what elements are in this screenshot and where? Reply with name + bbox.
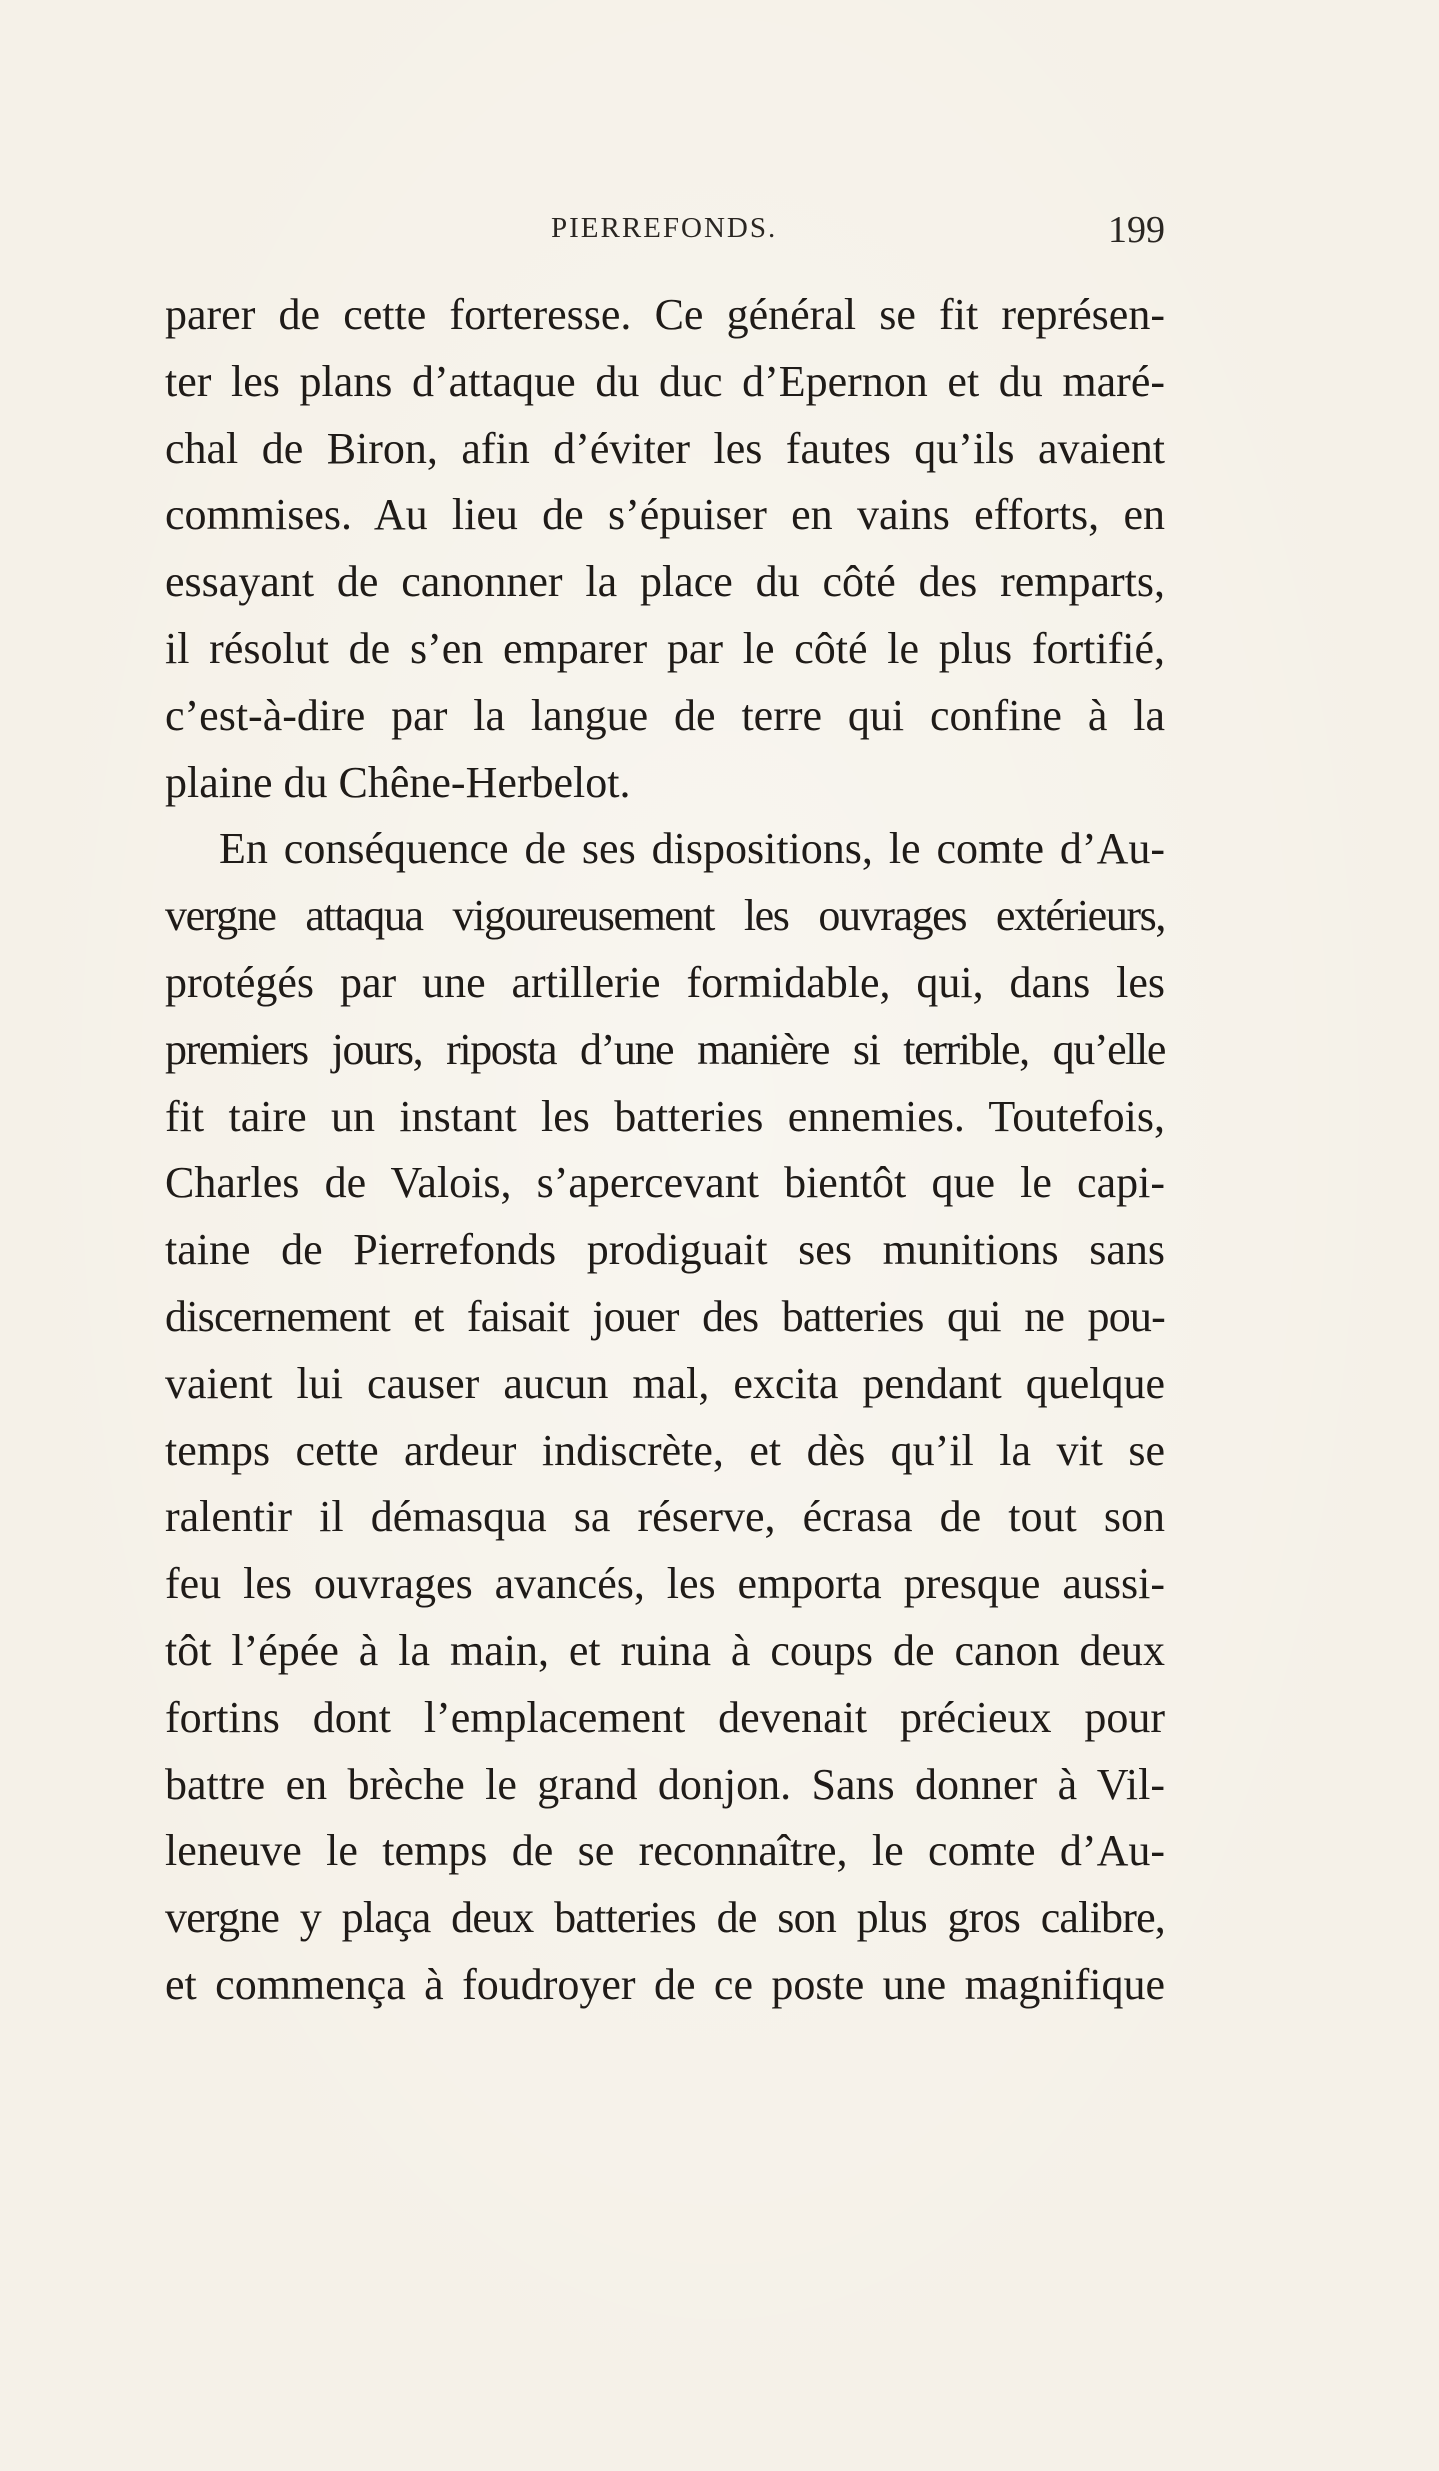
paragraph-1 bbox=[165, 282, 1165, 816]
text-line: essayant de canonner la place du côté des remparts, bbox=[165, 557, 1165, 607]
text-line: commises. Au lieu de s’épuiser en vains efforts, en bbox=[165, 490, 1165, 540]
text-line: temps cette ardeur indiscrète, et dès qu’il la vit se bbox=[165, 1425, 1165, 1475]
text-line: vaient lui causer aucun mal, excita pendant quelque bbox=[165, 1358, 1165, 1408]
text-line: tôt l’épée à la main, et ruina à coups de canon deux bbox=[165, 1625, 1165, 1675]
text-line: il résolut de s’en emparer par le côté le plus fortifié, bbox=[165, 623, 1165, 673]
text-line: et commença à foudroyer de ce poste une magnifique bbox=[165, 1959, 1165, 2009]
page-number: 199 bbox=[1108, 209, 1165, 251]
text-line: ter les plans d’attaque du duc d’Epernon et du maré- bbox=[165, 356, 1165, 406]
running-title: PIERREFONDS. bbox=[551, 212, 778, 244]
paragraph-2 bbox=[165, 816, 1165, 2018]
text-line: fortins dont l’emplacement devenait précieux pour bbox=[165, 1692, 1165, 1742]
text-line: feu les ouvrages avancés, les emporta presque aussi- bbox=[165, 1559, 1165, 1609]
text-line: c’est-à-dire par la langue de terre qui confine à la bbox=[165, 690, 1165, 740]
text-line: parer de cette forteresse. Ce général se fit représen- bbox=[165, 290, 1165, 339]
text-line: taine de Pierrefonds prodiguait ses munitions sans bbox=[165, 1225, 1165, 1275]
text-line: premiers jours, riposta d’une manière si terrible, qu’elle bbox=[165, 1024, 1165, 1074]
text-line: ralentir il démasqua sa réserve, écrasa de tout son bbox=[165, 1492, 1165, 1542]
text-line: vergne y plaça deux batteries de son plus gros calibre, bbox=[165, 1893, 1165, 1943]
text-line: Charles de Valois, s’apercevant bientôt que le capi- bbox=[165, 1158, 1165, 1208]
text-line: En conséquence de ses dispositions, le comte d’Au- bbox=[219, 824, 1165, 874]
text-line: fit taire un instant les batteries ennemies. Toutefois, bbox=[165, 1091, 1165, 1141]
text-line: leneuve le temps de se reconnaître, le comte d’Au- bbox=[165, 1826, 1165, 1876]
text-line: plaine du Chêne-Herbelot. bbox=[165, 757, 631, 807]
running-head bbox=[165, 209, 1165, 262]
text-line: chal de Biron, afin d’éviter les fautes qu’ils avaient bbox=[165, 423, 1165, 473]
text-line: battre en brèche le grand donjon. Sans donner à Vil- bbox=[165, 1759, 1165, 1809]
text-line: discernement et faisait jouer des batteries qui ne pou- bbox=[165, 1291, 1165, 1341]
body-text bbox=[165, 282, 1165, 2019]
text-line: protégés par une artillerie formidable, qui, dans les bbox=[165, 957, 1165, 1007]
text-line: vergne attaqua vigoureusement les ouvrages extérieurs, bbox=[165, 891, 1165, 941]
